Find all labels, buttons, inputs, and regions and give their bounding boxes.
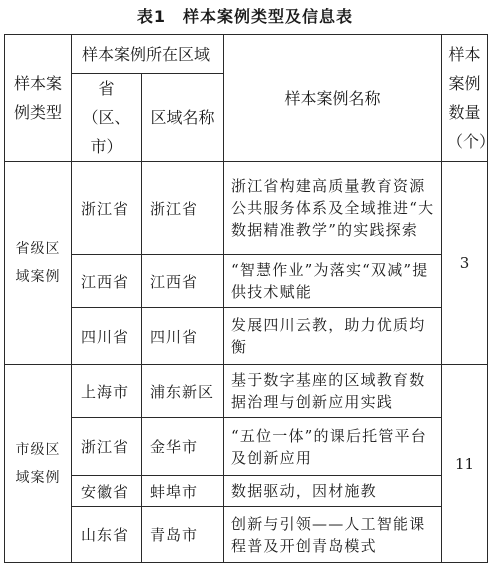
table-row — [5, 418, 488, 476]
case-type-cell: 省级区域案例 — [5, 162, 72, 365]
header-province: 省（区、市） — [72, 74, 142, 162]
case-name-cell: “五位一体”的课后托管平台及创新应用 — [224, 418, 442, 476]
region-cell: 蚌埠市 — [142, 476, 224, 507]
case-type-cell: 市级区域案例 — [5, 365, 72, 563]
case-name-cell: 发展四川云教，助力优质均衡 — [224, 308, 442, 365]
province-cell: 浙江省 — [72, 418, 142, 476]
case-name-cell: “智慧作业”为落实“双减”提供技术赋能 — [224, 255, 442, 308]
region-cell: 青岛市 — [142, 507, 224, 563]
case-name-cell: 基于数字基座的区域教育数据治理与创新应用实践 — [224, 365, 442, 418]
case-name-cell: 数据驱动，因材施教 — [224, 476, 442, 507]
table-title: 表1 样本案例类型及信息表 — [136, 7, 354, 26]
table-row — [5, 162, 488, 255]
table-row — [5, 507, 488, 563]
table-row — [5, 365, 488, 418]
province-cell: 上海市 — [72, 365, 142, 418]
header-case-name: 样本案例名称 — [224, 35, 442, 162]
header-case-type: 样本案例类型 — [5, 35, 72, 162]
province-cell: 安徽省 — [72, 476, 142, 507]
case-name-cell: 创新与引领——人工智能课程普及开创青岛模式 — [224, 507, 442, 563]
region-cell: 浦东新区 — [142, 365, 224, 418]
region-cell: 四川省 — [142, 308, 224, 365]
header-region-name: 区域名称 — [142, 74, 224, 162]
table-row — [5, 255, 488, 308]
region-cell: 浙江省 — [142, 162, 224, 255]
table-row — [5, 308, 488, 365]
province-cell: 江西省 — [72, 255, 142, 308]
case-count-cell: 3 — [442, 162, 488, 365]
case-info-table — [4, 34, 495, 563]
region-cell: 金华市 — [142, 418, 224, 476]
province-cell: 四川省 — [72, 308, 142, 365]
province-cell: 山东省 — [72, 507, 142, 563]
table-row — [5, 476, 488, 507]
case-name-cell: 浙江省构建高质量教育资源公共服务体系及全域推进“大数据精准教学”的实践探索 — [224, 162, 442, 255]
province-cell: 浙江省 — [72, 162, 142, 255]
region-cell: 江西省 — [142, 255, 224, 308]
case-count-cell: 11 — [442, 365, 488, 563]
header-case-count: 样本案例数量（个） — [442, 35, 488, 162]
header-region-group: 样本案例所在区域 — [72, 35, 224, 74]
